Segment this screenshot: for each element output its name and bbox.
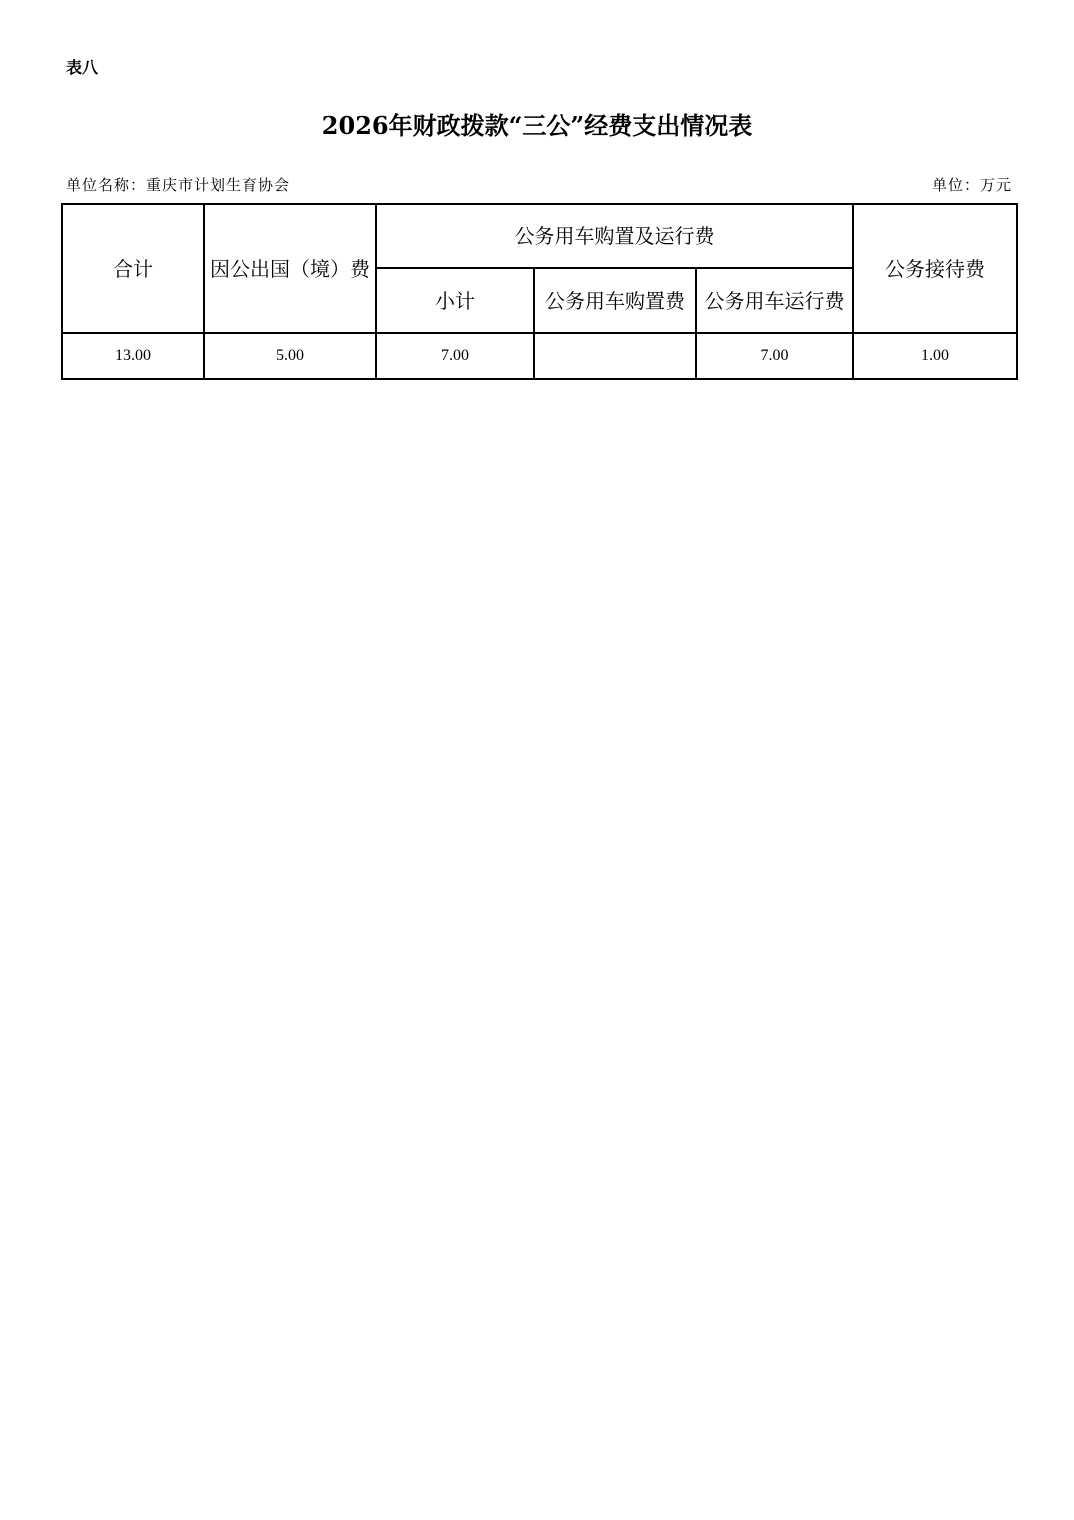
cell-vehicle-subtotal: 7.00 — [376, 333, 534, 379]
table-header-row-1 — [62, 204, 1017, 268]
header-reception: 公务接待费 — [853, 204, 1017, 333]
cell-overseas: 5.00 — [204, 333, 376, 379]
cell-vehicle-operation: 7.00 — [696, 333, 853, 379]
currency-unit-label: 单位：万元 — [931, 176, 1012, 194]
cell-total: 13.00 — [62, 333, 204, 379]
header-total: 合计 — [62, 204, 204, 333]
header-vehicle-purchase: 公务用车购置费 — [534, 268, 696, 333]
three-public-expenses-table — [61, 203, 1018, 380]
page-title: 2026年财政拨款“三公”经费支出情况表 — [321, 111, 753, 140]
table-number-label: 表八 — [66, 58, 99, 77]
header-vehicle-subtotal: 小计 — [376, 268, 534, 333]
cell-reception: 1.00 — [853, 333, 1017, 379]
cell-vehicle-purchase — [534, 333, 696, 379]
header-vehicle-group: 公务用车购置及运行费 — [376, 204, 853, 268]
unit-name-label: 单位名称：重庆市计划生育协会 — [66, 176, 291, 194]
header-vehicle-operation: 公务用车运行费 — [696, 268, 853, 333]
table-row — [62, 333, 1017, 379]
header-overseas: 因公出国（境）费 — [204, 204, 376, 333]
